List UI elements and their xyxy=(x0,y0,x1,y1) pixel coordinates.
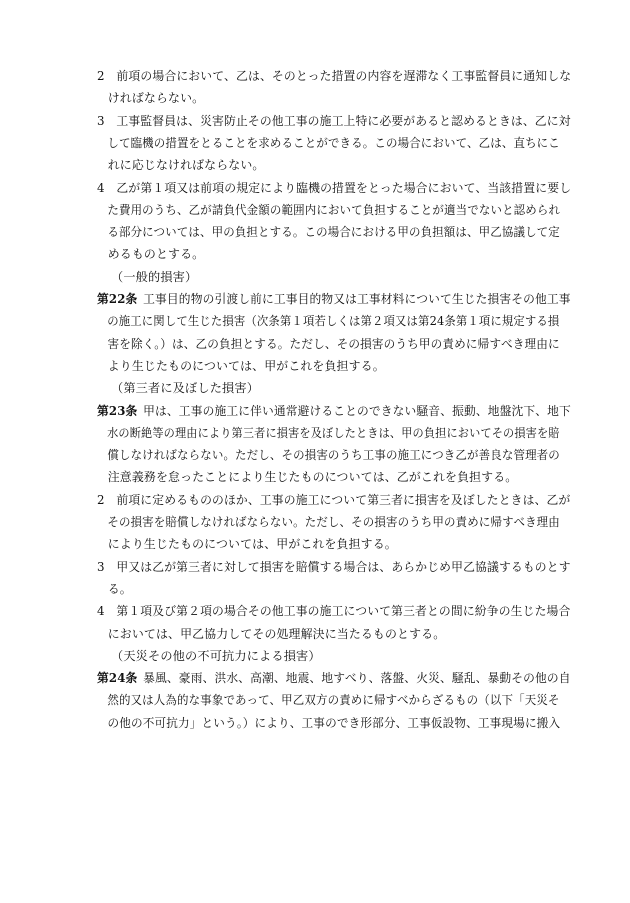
article-line xyxy=(97,400,571,422)
continuation-line: して臨機の措置をとることを求めることができる。この場合において、乙は、直ちにこ xyxy=(107,135,560,150)
continuation-line: の施工に関して生じた損害（次条第１項若しくは第２項又は第24条第１項に規定する損 xyxy=(107,314,560,329)
paragraph-line xyxy=(97,177,572,199)
article-number: 第22条 xyxy=(97,292,138,306)
paragraph-line xyxy=(97,556,571,578)
section-caption: （第三者に及ぼした損害） xyxy=(111,381,260,396)
article-line xyxy=(97,667,571,689)
continuation-line: その損害を賠償しなければならない。ただし、その損害のうち甲の責めに帰すべき理由 xyxy=(107,515,560,529)
continuation-line: により生じたものについては、甲がこれを負担する。 xyxy=(107,537,397,552)
continuation-line: る。 xyxy=(107,581,132,596)
article-number: 第23条 xyxy=(97,403,138,418)
continuation-line: 注意義務を怠ったことにより生じたものについては、乙がこれを負担する。 xyxy=(107,470,518,485)
paragraph-text: 第１項及び第２項の場合その他工事の施工について第三者との間に紛争の生じた場合 xyxy=(116,604,571,619)
paragraph-line xyxy=(97,110,571,132)
continuation-line: ければならない。 xyxy=(107,91,205,106)
article-text: 工事目的物の引渡し前に工事目的物又は工事材料について生じた損害その他工事 xyxy=(143,292,571,306)
paragraph-text: 甲又は乙が第三者に対して損害を賠償する場合は、あらかじめ甲乙協議するものとす xyxy=(116,559,571,574)
paragraph-number: 2 xyxy=(97,69,105,83)
continuation-line: 償しなければならない。ただし、その損害のうち工事の施工につき乙が善良な管理者の xyxy=(107,448,560,463)
continuation-line: 然的又は人為的な事象であって、甲乙双方の責めに帰すべからざるもの（以下「天災そ xyxy=(107,693,560,708)
paragraph-number: 3 xyxy=(97,113,105,128)
article-line xyxy=(97,288,571,310)
paragraph-text: 前項に定めるもののほか、工事の施工について第三者に損害を及ぼしたときは、乙が xyxy=(116,492,571,507)
paragraph-text: 乙が第１項又は前項の規定により臨機の措置をとった場合において、当該措置に要し xyxy=(116,180,572,195)
article-text: 暴風、豪雨、洪水、高潮、地震、地すべり、落盤、火災、騒乱、暴動その他の自 xyxy=(143,671,571,686)
paragraph-number: 4 xyxy=(97,180,105,195)
paragraph-line xyxy=(97,489,571,511)
section-caption: （一般的損害） xyxy=(111,269,198,284)
paragraph-number: 3 xyxy=(97,559,105,574)
paragraph-number: 2 xyxy=(97,492,105,507)
continuation-line: 害を除く。）は、乙の負担とする。ただし、その損害のうち甲の責めに帰すべき理由に xyxy=(107,336,560,351)
article-number: 第24条 xyxy=(97,671,138,686)
section-caption: （天災その他の不可抗力による損害） xyxy=(111,648,321,663)
paragraph-text: 工事監督員は、災害防止その他工事の施工上特に必要があると認めるときは、乙に対 xyxy=(116,113,571,128)
paragraph-text: 前項の場合において、乙は、そのとった措置の内容を遅滞なく工事監督員に通知しな xyxy=(116,69,572,83)
continuation-line: る部分については、甲の負担とする。この場合における甲の負担額は、甲乙協議して定 xyxy=(107,225,560,240)
continuation-line: めるものとする。 xyxy=(107,247,205,262)
continuation-line: 水の断絶等の理由により第三者に損害を及ぼしたときは、甲の負担においてその損害を賠 xyxy=(107,425,560,440)
continuation-line: より生じたものについては、甲がこれを負担する。 xyxy=(107,358,385,373)
article-text: 甲は、工事の施工に伴い通常避けることのできない騒音、振動、地盤沈下、地下 xyxy=(143,403,571,418)
paragraph-number: 4 xyxy=(97,604,105,619)
continuation-line: においては、甲乙協力してその処理解決に当たるものとする。 xyxy=(107,626,446,641)
continuation-line: の他の不可抗力」という。）により、工事のでき形部分、工事仮設物、工事現場に搬入 xyxy=(107,715,561,730)
paragraph-line xyxy=(97,600,571,622)
paragraph-line xyxy=(97,65,572,87)
continuation-line: た費用のうち、乙が請負代金額の範囲内において負担することが適当でないと認められ xyxy=(107,202,561,217)
continuation-line: れに応じなければならない。 xyxy=(107,158,265,173)
